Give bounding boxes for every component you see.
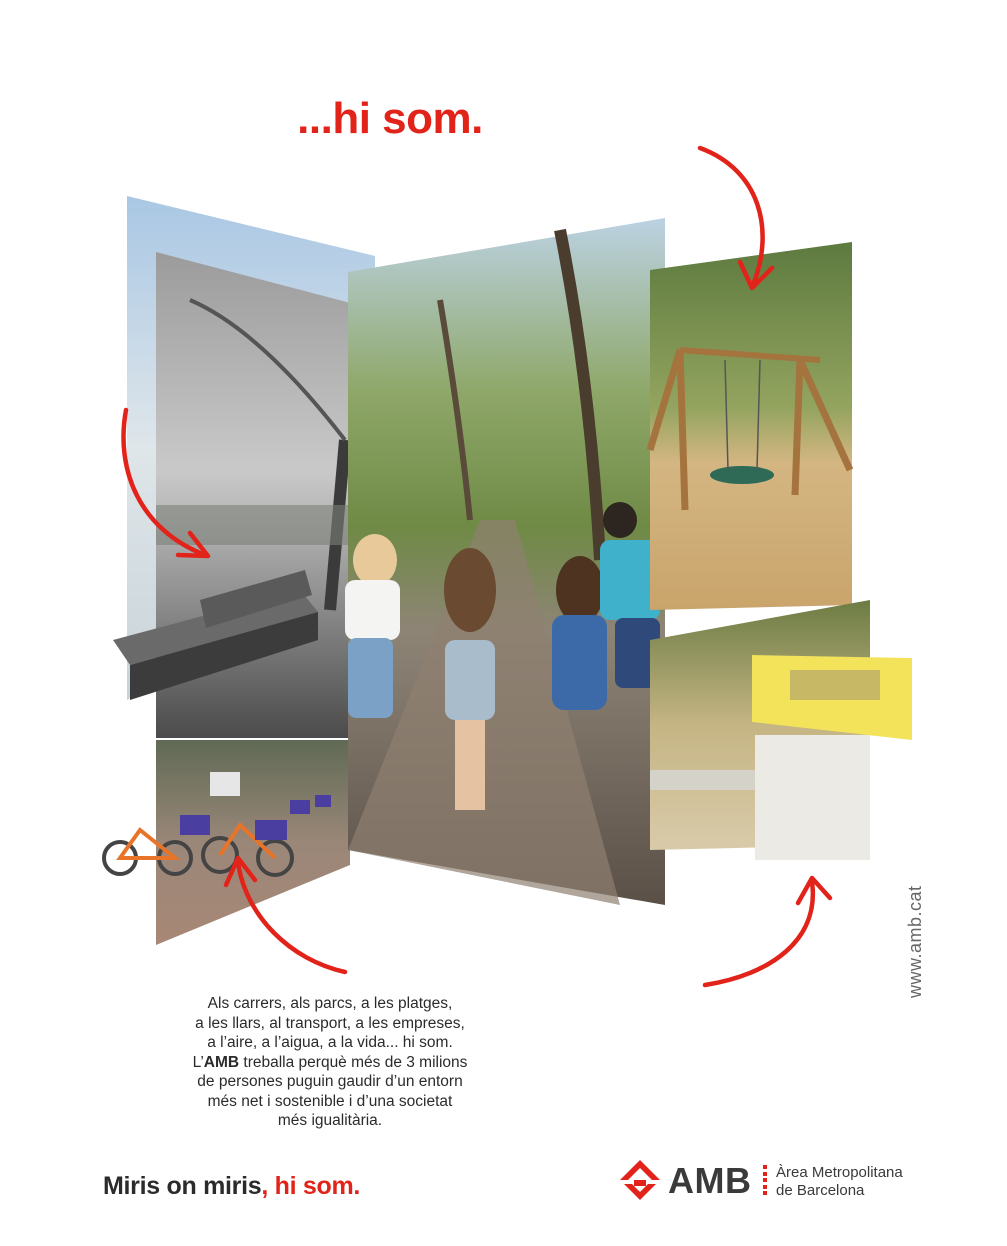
logo-separator <box>763 1165 767 1195</box>
headline: ...hi som. <box>297 94 483 143</box>
logo-mark-icon <box>618 1158 662 1202</box>
tagline-comma: , <box>261 1172 268 1200</box>
body-line-1: Als carrers, als parcs, a les platges, <box>207 995 453 1012</box>
logo-wordmark: AMB <box>668 1160 752 1201</box>
bike-station-photo <box>156 740 350 945</box>
body-line-4-bold: AMB <box>203 1053 240 1071</box>
tagline <box>103 1172 360 1201</box>
body-line-5: de persones puguin gaudir d’un entorn <box>197 1073 463 1090</box>
body-line-2: a les llars, al transport, a les empreses, <box>195 1014 465 1032</box>
logo-name-line-1: Àrea Metropolitana <box>776 1164 903 1181</box>
arrow-icon <box>705 882 813 985</box>
body-line-4-suffix: treballa perquè més de 3 milions <box>239 1053 468 1071</box>
body-line-6: més net i sostenible i d’una societat <box>207 1092 453 1110</box>
body-line-3: a l’aire, a l’aigua, a la vida... hi som. <box>207 1034 453 1051</box>
body-copy <box>150 994 510 1131</box>
tagline-main: Miris on miris <box>103 1172 262 1200</box>
body-line-7: més igualitària. <box>277 1112 383 1129</box>
tagline-accent: hi som. <box>268 1172 361 1200</box>
body-line-4-prefix: L’ <box>192 1053 204 1071</box>
body-line-4 <box>150 1053 510 1073</box>
logo-name-line-2: de Barcelona <box>776 1182 865 1199</box>
logo-name <box>776 1164 903 1200</box>
website-url[interactable]: www.amb.cat <box>905 885 925 998</box>
